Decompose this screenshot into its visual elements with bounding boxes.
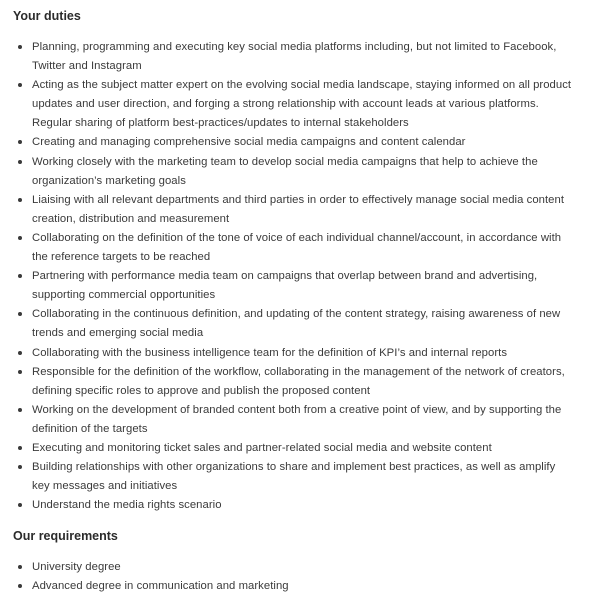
list-item: Collaborating on the definition of the tone of voice of each individual channel/account, in accordance with the reference targets to be reached [13,229,573,267]
list-item: Working closely with the marketing team to develop social media campaigns that help to achieve the organization’s marketing goals [13,153,573,191]
list-item: University degree [13,558,573,577]
list-item: Liaising with all relevant departments and third parties in order to effectively manage social media content creation, distribution and measurement [13,191,573,229]
list-item: Planning, programming and executing key social media platforms including, but not limited to Facebook, Twitter and Instagram [13,38,573,76]
list-item: Responsible for the definition of the workflow, collaborating in the management of the network of creators, defining specific roles to approve and publish the proposed content [13,363,573,401]
list-item: Advanced degree in communication and marketing [13,577,573,596]
list-item: Understand the media rights scenario [13,496,573,515]
requirements-list [13,558,600,596]
list-item: Creating and managing comprehensive social media campaigns and content calendar [13,133,573,152]
list-item: Collaborating in the continuous definition, and updating of the content strategy, raising awareness of new trends and emerging social media [13,305,573,343]
list-item: Working on the development of branded content both from a creative point of view, and by supporting the definition of the targets [13,401,573,439]
requirements-heading: Our requirements [13,529,118,544]
duties-list [13,38,600,515]
duties-heading: Your duties [13,9,81,23]
list-item: Acting as the subject matter expert on the evolving social media landscape, staying informed on all product updates and user direction, and forging a strong relationship with account leads at various platforms. Regular sharing of platform best-practices/updates to internal stakeholders [13,76,573,133]
list-item: Executing and monitoring ticket sales and partner-related social media and website content [13,439,573,458]
list-item: Building relationships with other organizations to share and implement best practices, as well as amplify key messages and initiatives [13,458,573,496]
list-item: Collaborating with the business intelligence team for the definition of KPI’s and internal reports [13,344,573,363]
list-item: Partnering with performance media team on campaigns that overlap between brand and advertising, supporting commercial opportunities [13,267,573,305]
